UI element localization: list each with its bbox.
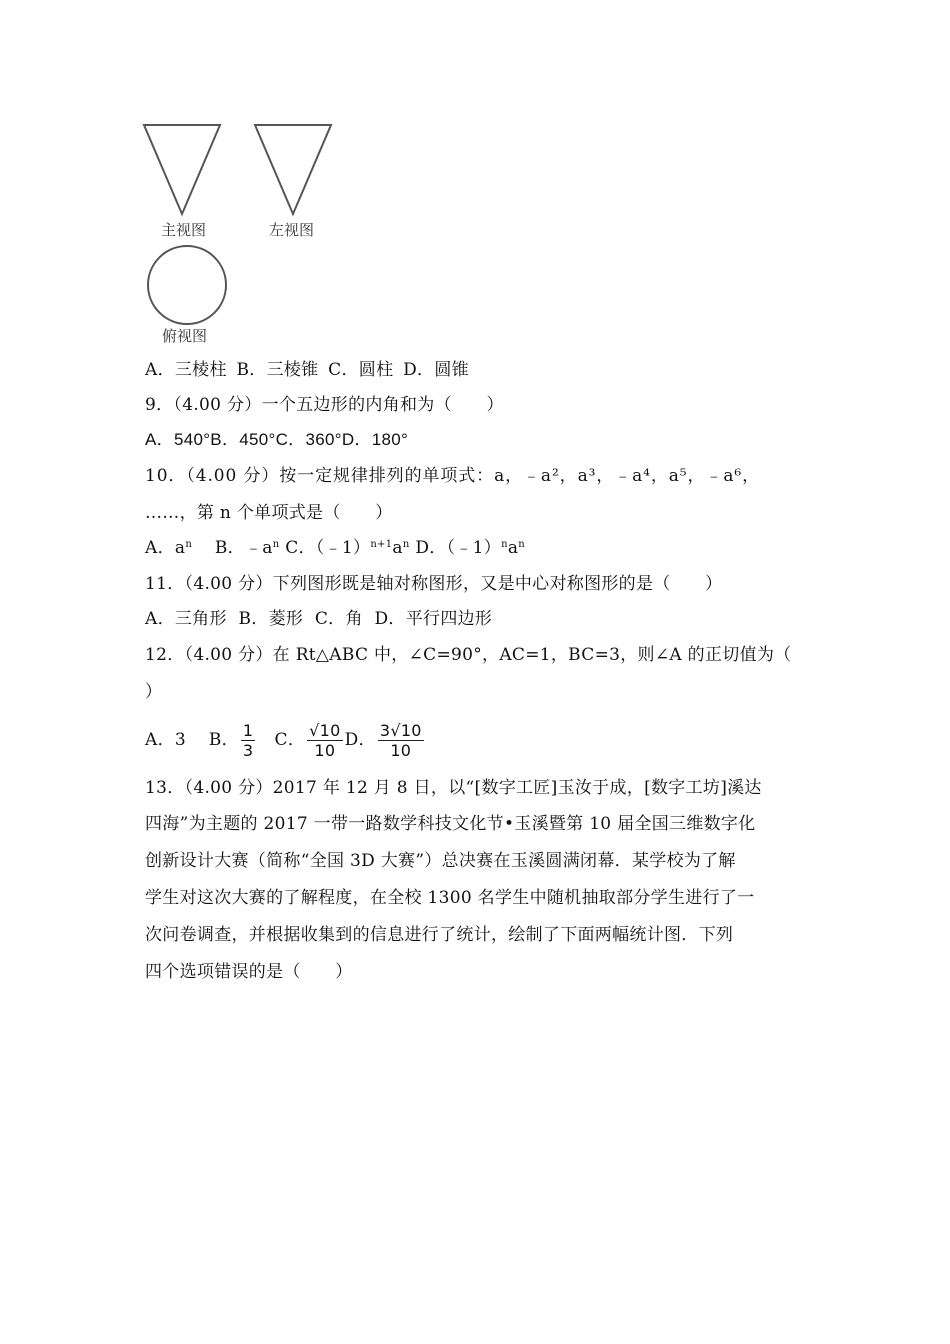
q12-option-c-fraction: [307, 721, 342, 760]
q12-stem-line2: ）: [145, 682, 163, 702]
q12-option-d-radicand: 10: [400, 721, 422, 740]
q10-option-d: D．（﹣1）: [415, 538, 502, 558]
q10-option-c: C．（﹣1）: [285, 538, 371, 558]
top-view-circle: [148, 246, 226, 324]
q13-line6: 四个选项错误的是（ ）: [145, 962, 353, 982]
q12-option-d-coefficient: 3: [379, 721, 391, 740]
q12-option-c-radicand: 10: [319, 721, 341, 740]
front-view-triangle: [144, 125, 220, 214]
q10-options: [145, 536, 525, 560]
q13-line5: 次问卷调查，并根据收集到的信息进行了统计，绘制了下面两幅统计图．下列: [145, 925, 734, 945]
sqrt-icon: √: [309, 721, 320, 740]
q13-line3: 创新设计大赛（简称“全国 3D 大赛”）总决赛在玉溪圆满闭幕．某学校为了解: [145, 851, 736, 871]
q12-option-a: A．3: [145, 730, 186, 750]
left-view-label: 左视图: [269, 221, 315, 239]
q12-option-c-denominator: 10: [314, 741, 336, 760]
q13-line1: 13．（4.00 分）2017 年 12 月 8 日，以“[数字工匠]玉汝于成，[数字工坊]溪达: [145, 778, 762, 798]
q8-options: A．三棱柱 B．三棱锥 C．圆柱 D．圆锥: [145, 360, 469, 380]
q13-line2: 四海”为主题的 2017 一带一路数学科技文化节•玉溪暨第 10 届全国三维数字化: [145, 814, 756, 834]
q12-option-b: B．: [208, 730, 239, 750]
q10-option-b-exponent: n: [272, 539, 280, 550]
q13-line4: 学生对这次大赛的了解程度，在全校 1300 名学生中随机抽取部分学生进行了一: [145, 888, 755, 908]
top-view-label: 俯视图: [162, 327, 208, 345]
q12-stem-line1: 12．（4.00 分）在 Rt△ABC 中，∠C=90°，AC=1，BC=3，则∠A 的正切值为（: [145, 645, 792, 665]
q12-option-b-numerator: 1: [242, 721, 254, 740]
q12-option-d: D．: [344, 730, 376, 750]
q10-option-c-exponent: n+1: [370, 539, 393, 550]
q9-stem: 9．（4.00 分）一个五边形的内角和为（ ）: [145, 395, 504, 415]
q10-option-c-base-exponent: n: [402, 539, 410, 550]
left-view-triangle: [255, 125, 331, 214]
q12-option-c: C．: [274, 730, 306, 750]
q10-option-b: B．﹣a: [214, 538, 273, 558]
q10-option-d-base: a: [507, 538, 519, 558]
q12-options: [145, 718, 426, 762]
q9-options: A．540°B．450°C．360°D．180°: [145, 430, 409, 449]
q10-option-a: A．a: [145, 538, 186, 558]
q10-option-c-base: a: [392, 538, 403, 558]
q10-stem-line2: ……，第 n 个单项式是（ ）: [145, 503, 393, 523]
q11-stem: 11．（4.00 分）下列图形既是轴对称图形，又是中心对称图形的是（ ）: [145, 574, 723, 594]
q12-option-d-denominator: 10: [390, 741, 412, 760]
q12-option-b-fraction: [241, 721, 255, 760]
q11-options: A．三角形 B．菱形 C．角 D．平行四边形: [145, 609, 493, 629]
front-view-label: 主视图: [161, 221, 207, 239]
q10-option-d-exponent: n: [501, 539, 508, 550]
q10-option-d-base-exponent: n: [518, 539, 525, 550]
q12-option-b-denominator: 3: [242, 741, 254, 760]
q10-option-a-exponent: n: [185, 539, 193, 550]
q10-stem-line1: 10．（4.00 分）按一定规律排列的单项式：a，﹣a²，a³，﹣a⁴，a⁵，﹣a⁶，: [145, 466, 760, 486]
q12-option-d-fraction: [378, 721, 424, 760]
sqrt-icon: √: [390, 721, 401, 740]
